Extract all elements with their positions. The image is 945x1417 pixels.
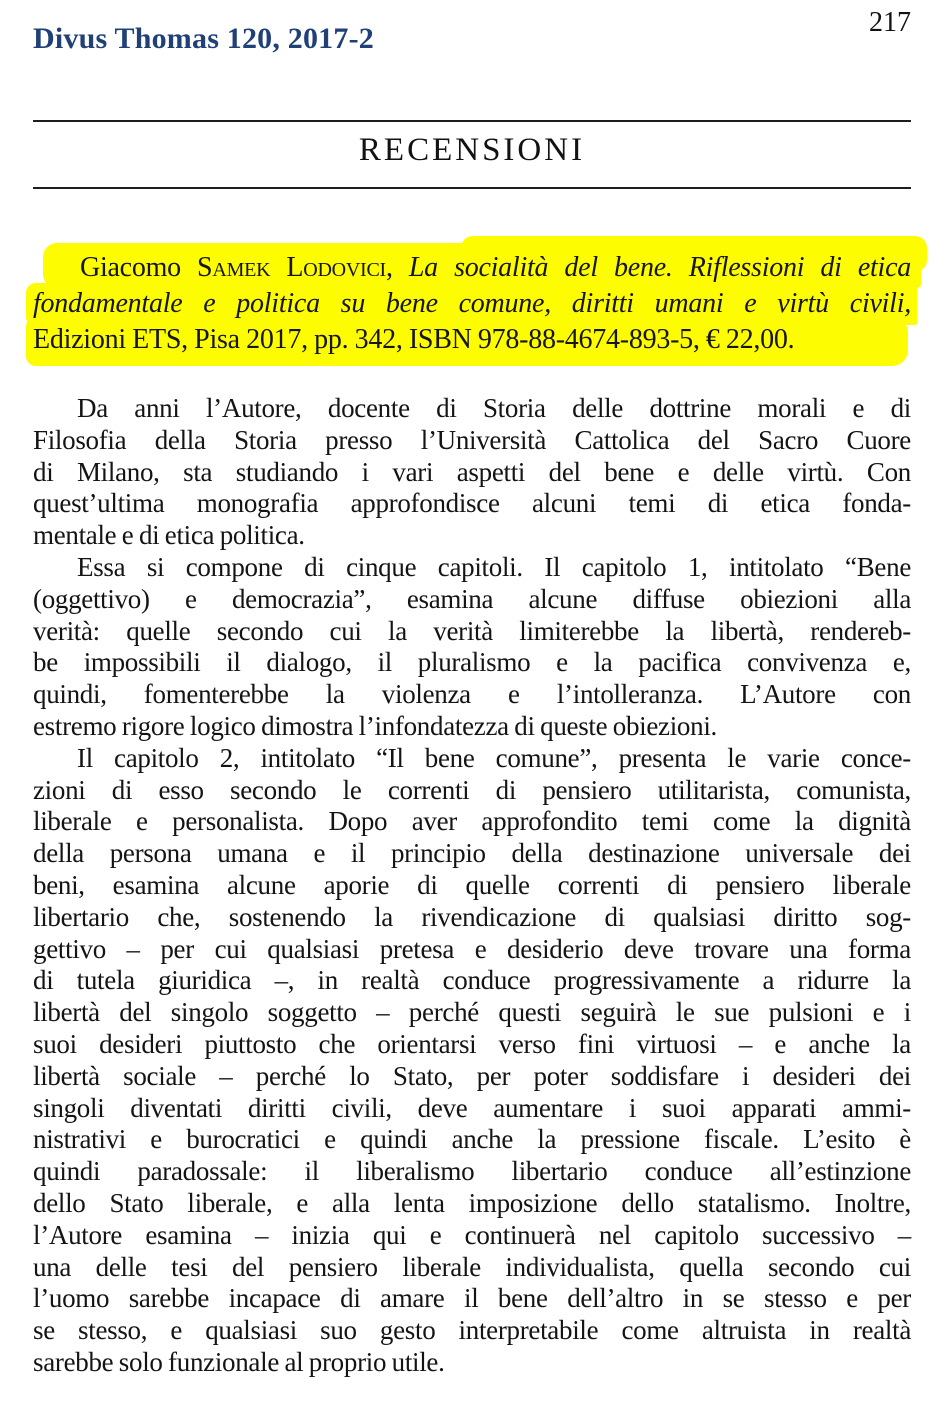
body-line: libertario che, sostenendo la rivendicazione di qualsiasi diritto sog- [33, 901, 911, 932]
body-line: quindi, fomenterebbe la violenza e l’intolleranza. L’Autore con [33, 679, 911, 710]
body-line: di Milano, sta studiando i vari aspetti del bene e delle virtù. Con [33, 456, 911, 487]
body-line: Essa si compone di cinque capitoli. Il capitolo 1, intitolato “Bene [77, 551, 911, 582]
body-line: verità: quelle secondo cui la verità limiterebbe la libertà, rendereb- [33, 615, 911, 646]
body-line: libertà sociale – perché lo Stato, per poter soddisfare i desideri dei [33, 1060, 911, 1091]
body-line: una delle tesi del pensiero liberale individualista, quella secondo cui [33, 1251, 911, 1282]
body-line: della persona umana e il principio della destinazione universale dei [33, 838, 911, 869]
paragraph [33, 552, 911, 743]
paragraph [33, 393, 911, 552]
divider-rule-bottom [33, 187, 911, 189]
page-number: 217 [869, 7, 911, 38]
body-line: singoli diventati diritti civili, deve aumentare i suoi apparati ammi- [33, 1092, 911, 1123]
citation-line [33, 322, 911, 358]
paragraph [33, 743, 911, 1379]
body-line: be impossibili il dialogo, il pluralismo e la pacifica convivenza e, [33, 647, 911, 678]
citation-line [33, 250, 911, 286]
body-line: gettivo – per cui qualsiasi pretesa e desiderio deve trovare una forma [33, 933, 911, 964]
body-line: mentale e di etica politica. [33, 520, 305, 551]
body-line: liberale e personalista. Dopo aver approfondito temi come la dignità [33, 806, 911, 837]
book-citation-highlighted [33, 250, 911, 358]
body-line: di tutela giuridica –, in realtà conduce progressivamente a ridurre la [33, 965, 911, 996]
body-line: quindi paradossale: il liberalismo libertario conduce all’estinzione [33, 1156, 911, 1187]
body-line: Il capitolo 2, intitolato “Il bene comune”, presenta le varie conce- [77, 742, 911, 773]
citation-text-run: , [385, 252, 409, 283]
journal-header: Divus Thomas 120, 2017-2 [33, 22, 374, 55]
section-title: RECENSIONI [358, 132, 586, 168]
body-line: nistrativi e burocratici e quindi anche la pressione fiscale. L’esito è [33, 1124, 911, 1155]
body-line: libertà del singolo soggetto – perché questi seguirà le sue pulsioni e i [33, 997, 911, 1028]
body-line: quest’ultima monografia approfondisce alcuni temi di etica fonda- [33, 488, 911, 519]
body-line: (oggettivo) e democrazia”, esamina alcune diffuse obiezioni alla [33, 583, 911, 614]
body-line: l’uomo sarebbe incapace di amare il bene dell’altro in se stesso e per [33, 1283, 911, 1314]
body-line: sarebbe solo funzionale al proprio utile. [33, 1346, 445, 1377]
body-line: l’Autore esamina – inizia qui e continuerà nel capitolo successivo – [33, 1219, 911, 1250]
review-body [33, 393, 911, 1379]
body-line: Da anni l’Autore, docente di Storia delle dottrine morali e di [77, 393, 911, 423]
citation-text-run: Edizioni ETS, Pisa 2017, pp. 342, ISBN 978-88-4674-893-5, € 22,00. [33, 324, 795, 355]
body-line: Filosofia della Storia presso l’Università Cattolica del Sacro Cuore [33, 424, 911, 455]
body-line: se stesso, e qualsiasi suo gesto interpretabile come altruista in realtà [33, 1315, 911, 1346]
citation-text-run: La socialità del bene. Riflessioni di etica [408, 252, 912, 283]
citation-text-run: Giacomo [80, 252, 198, 283]
body-line: estremo rigore logico dimostra l’infondatezza di queste obiezioni. [33, 710, 717, 741]
body-line: dello Stato liberale, e alla lenta imposizione dello statalismo. Inoltre, [33, 1187, 911, 1218]
divider-rule-top [33, 120, 911, 122]
body-line: beni, esamina alcune aporie di quelle correnti di pensiero liberale [33, 869, 911, 900]
body-line: zioni di esso secondo le correnti di pensiero utilitarista, comunista, [33, 774, 911, 805]
body-line: suoi desideri piuttosto che orientarsi verso fini virtuosi – e anche la [33, 1028, 911, 1059]
citation-text-run: Samek Lodovici [197, 252, 386, 283]
citation-text-run: fondamentale e politica su bene comune, diritti umani e virtù civili, [33, 288, 911, 319]
citation-line [33, 286, 911, 322]
